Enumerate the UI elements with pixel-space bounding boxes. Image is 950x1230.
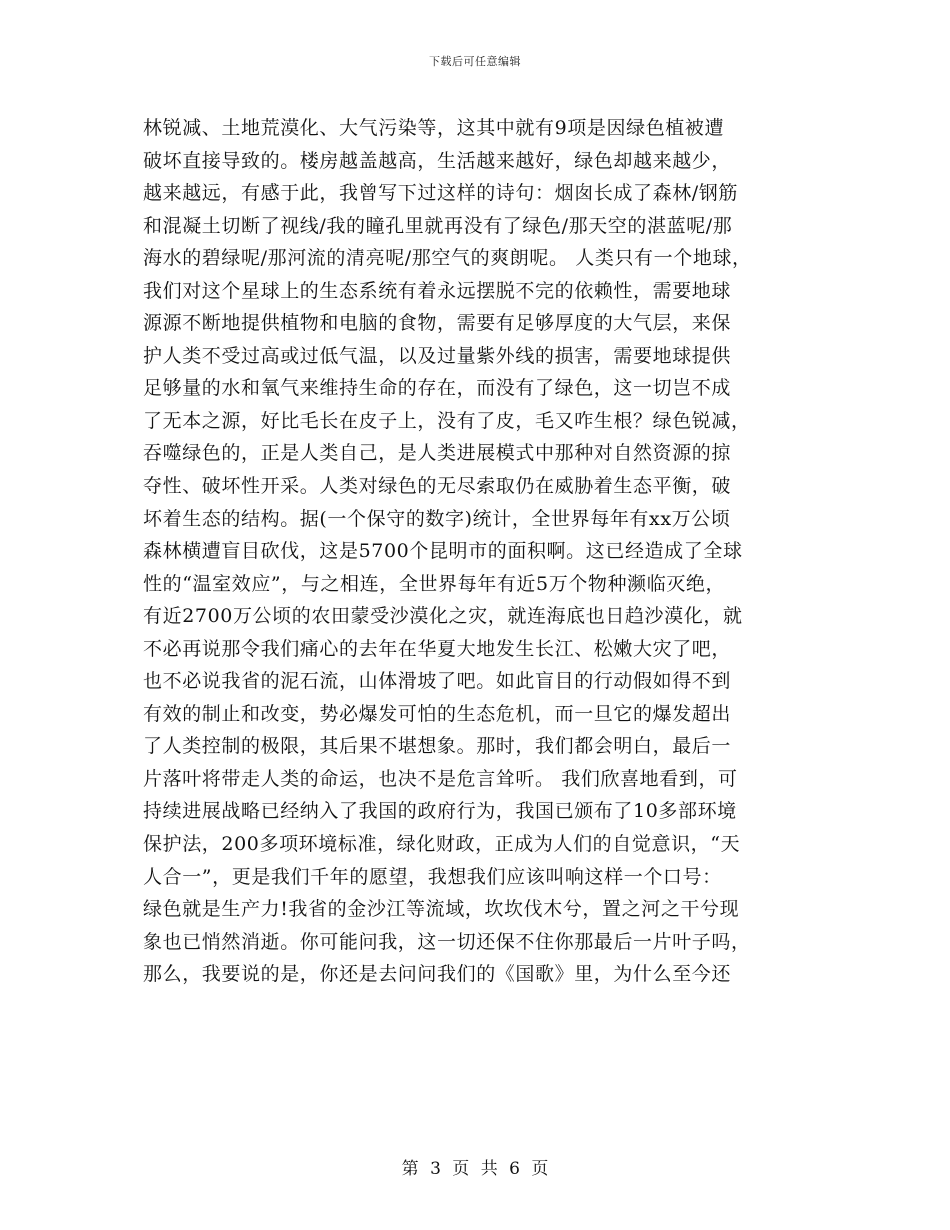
text-line: 那么，我要说的是，你还是去问问我们的《国歌》里，为什么至今还 (143, 963, 732, 986)
text-line: 人合一”，更是我们千年的愿望，我想我们应该叫响这样一个口号： (143, 865, 722, 888)
page-header: 下载后可任意编辑 (429, 55, 521, 68)
text-line: 和混凝土切断了视线/我的瞳孔里就再没有了绿色/那天空的湛蓝呢/那 (143, 214, 733, 237)
text-line: 性的“温室效应”，与之相连，全世界每年有近5万个物种濒临灭绝， (143, 572, 726, 595)
text-line: 有效的制止和改变，势必爆发可怕的生态危机，而一旦它的爆发超出 (143, 702, 732, 725)
text-line: 护人类不受过高或过低气温，以及过量紫外线的损害，需要地球提供 (143, 344, 732, 367)
text-line: 保护法，200多项环境标准，绿化财政，正成为人们的自觉意识，“天 (143, 833, 741, 856)
text-line: 也不必说我省的泥石流，山体滑坡了吧。如此盲目的行动假如得不到 (143, 670, 732, 693)
text-line: 源源不断地提供植物和电脑的食物，需要有足够厚度的大气层，来保 (143, 312, 732, 335)
text-line: 不必再说那令我们痛心的去年在华夏大地发生长江、松嫩大灾了吧， (143, 637, 732, 660)
text-line: 坏着生态的结构。据(一个保守的数字)统计，全世界每年有xx万公顷 (143, 507, 731, 530)
text-line: 我们对这个星球上的生态系统有着永远摆脱不完的依赖性，需要地球 (143, 279, 732, 302)
text-line: 象也已悄然消逝。你可能问我，这一切还保不住你那最后一片叶子吗， (143, 930, 751, 953)
text-line: 了无本之源，好比毛长在皮子上，没有了皮，毛又咋生根？绿色锐减， (143, 409, 751, 432)
text-line: 持续进展战略已经纳入了我国的政府行为，我国已颁布了10多部环境 (143, 800, 737, 823)
text-line: 破坏直接导致的。楼房越盖越高，生活越来越好，绿色却越来越少， (143, 149, 732, 172)
text-line: 森林横遭盲目砍伐，这是5700个昆明市的面积啊。这已经造成了全球 (143, 540, 743, 563)
text-line: 绿色就是生产力!我省的金沙江等流域，坎坎伐木兮，置之河之干兮现 (143, 898, 740, 921)
text-line: 有近2700万公顷的农田蒙受沙漠化之灾，就连海底也日趋沙漠化，就 (143, 605, 743, 628)
text-line: 吞噬绿色的，正是人类自己，是人类进展模式中那种对自然资源的掠 (143, 442, 732, 465)
text-line: 足够量的水和氧气来维持生命的存在，而没有了绿色，这一切岂不成 (143, 377, 732, 400)
text-line: 越来越远，有感于此，我曾写下过这样的诗句：烟囱长成了森林/钢筋 (143, 182, 739, 205)
text-line: 夺性、破坏性开采。人类对绿色的无尽索取仍在威胁着生态平衡，破 (143, 475, 732, 498)
page-number: 第 3 页 共 6 页 (401, 1159, 549, 1179)
text-line: 了人类控制的极限，其后果不堪想象。那时，我们都会明白，最后一 (143, 735, 732, 758)
text-line: 海水的碧绿呢/那河流的清亮呢/那空气的爽朗呢。 人类只有一个地球， (143, 247, 752, 270)
text-line: 林锐减、土地荒漠化、大气污染等，这其中就有9项是因绿色植被遭 (143, 117, 725, 139)
document-body (143, 112, 823, 991)
text-line: 片落叶将带走人类的命运，也决不是危言耸听。 我们欣喜地看到，可 (143, 767, 738, 790)
